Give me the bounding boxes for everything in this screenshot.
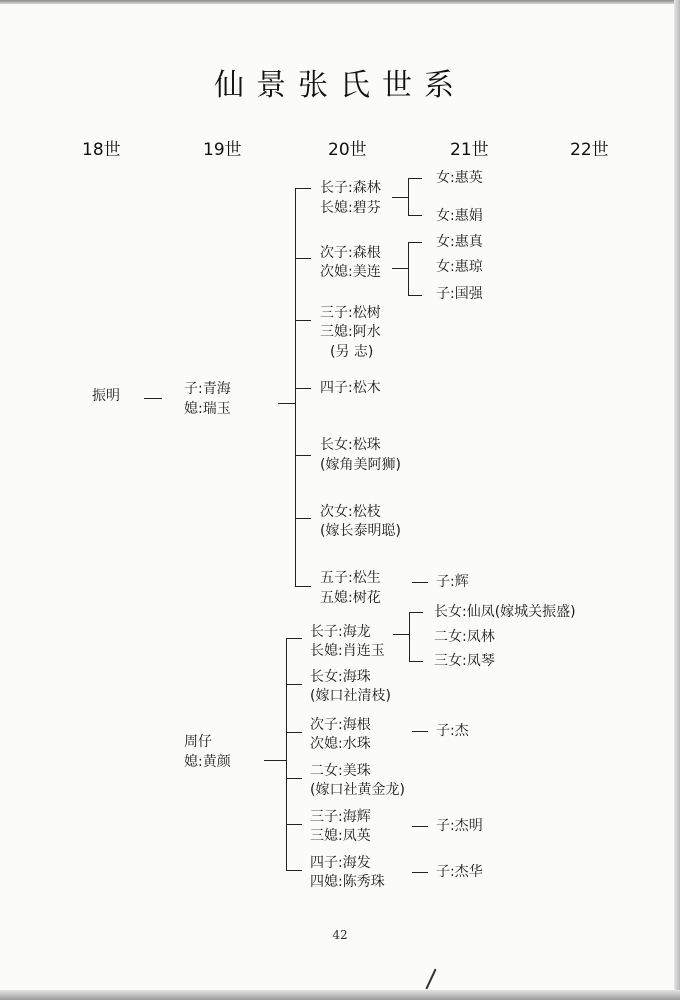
person-zhouzai-line1: 周仔 [184,734,212,750]
person-zhouzai-line2: 媳:黄颜 [184,754,231,770]
person-songzhu-line1: 长女:松珠 [320,437,381,453]
connector-hailong-children [393,634,409,635]
tick-senlin [295,188,311,189]
connector-zhenming-qinghai [144,398,162,399]
person-huizhen: 女:惠真 [436,234,483,250]
person-qinghai-line2: 媳:瑞玉 [184,401,231,417]
generation-21-header: 21世 [450,140,489,160]
tick-meizhu [286,778,302,779]
person-huiqiong: 女:惠琼 [436,259,483,275]
person-senlin-line2: 长媳:碧芬 [320,200,381,216]
person-haigen-line2: 次媳:水珠 [310,736,371,752]
person-songsheng-line2: 五媳:树花 [320,590,381,606]
generation-22-header: 22世 [570,140,609,160]
tick-haifa [286,870,302,871]
connector-haifa-child [412,872,428,873]
person-sengen-line2: 次媳:美连 [320,264,381,280]
tick-haihui [286,824,302,825]
tick-songzhi [295,518,311,519]
person-haihui-line2: 三媳:凤英 [310,828,371,844]
person-senlin-line1: 长子:森林 [320,180,381,196]
person-haihui-line1: 三子:海辉 [310,809,371,825]
person-hui: 子:辉 [436,574,469,590]
bracket-qinghai-children [295,188,296,586]
person-songzhu-line2: (嫁角美阿狮) [320,457,401,473]
tick-hailong [286,638,302,639]
bracket-zhouzai-children [286,638,287,870]
person-haizhu-line2: (嫁口社清枝) [310,688,391,704]
person-songshu-line3: (另 志) [330,344,374,360]
connector-songsheng-child [412,582,428,583]
tick-songmu [295,388,311,389]
connector-haigen-child [412,731,428,732]
person-meizhu-line2: (嫁口社黄金龙) [310,782,405,798]
bracket-hailong-children [409,612,410,662]
connector-qinghai-children [278,403,295,404]
person-hailong-line1: 长子:海龙 [310,624,371,640]
person-huiying: 女:惠英 [436,170,483,186]
person-haizhu-line1: 长女:海珠 [310,669,371,685]
bracket-sengen-children [408,242,409,296]
person-haifa-line1: 四子:海发 [310,855,371,871]
scan-edge-top [0,0,680,4]
page-title: 仙景张氏世系 [214,68,466,103]
tick-fengqin [409,661,423,662]
person-songzhi-line1: 次女:松枝 [320,504,381,520]
tick-huiying [408,178,422,179]
person-songshu-line1: 三子:松树 [320,305,381,321]
person-fengqin: 三女:凤琴 [434,653,495,669]
person-xianfeng: 长女:仙凤(嫁城关振盛) [434,604,576,620]
tick-songshu [295,320,311,321]
connector-senlin-children [392,197,408,198]
person-jieming: 子:杰明 [436,818,483,834]
generation-18-header: 18世 [82,140,121,160]
connector-zhouzai-children [264,760,286,761]
scan-edge-right [674,0,680,1000]
tick-songsheng [295,586,311,587]
bracket-senlin-children [408,178,409,216]
tick-haigen [286,732,302,733]
page-number: 42 [332,928,348,942]
person-songmu-line1: 四子:松木 [320,380,381,396]
tick-songzhu [295,455,311,456]
generation-20-header: 20世 [328,140,367,160]
generation-19-header: 19世 [203,140,242,160]
person-songzhi-line2: (嫁长泰明聪) [320,523,401,539]
person-sengen-line1: 次子:森根 [320,245,381,261]
pen-mark [425,969,436,990]
tick-huizhen [408,242,422,243]
tick-haizhu [286,684,302,685]
person-songsheng-line1: 五子:松生 [320,570,381,586]
person-fenglin: 二女:凤林 [434,629,495,645]
person-huijuan: 女:惠娟 [436,208,483,224]
person-songshu-line2: 三媳:阿水 [320,324,381,340]
connector-sengen-children [392,268,408,269]
tick-guoqiang [408,295,422,296]
person-jiehua: 子:杰华 [436,864,483,880]
person-jie: 子:杰 [436,723,469,739]
tick-sengen [295,258,311,259]
person-guoqiang: 子:国强 [436,286,483,302]
tick-xianfeng [409,612,423,613]
scan-edge-bottom [0,990,680,1000]
person-haifa-line2: 四媳:陈秀珠 [310,874,385,890]
tick-huijuan [408,215,422,216]
person-meizhu-line1: 二女:美珠 [310,763,371,779]
person-haigen-line1: 次子:海根 [310,717,371,733]
person-zhenming: 振明 [92,388,120,404]
connector-haihui-child [412,826,428,827]
person-hailong-line2: 长媳:肖连玉 [310,643,385,659]
person-qinghai-line1: 子:青海 [184,381,231,397]
